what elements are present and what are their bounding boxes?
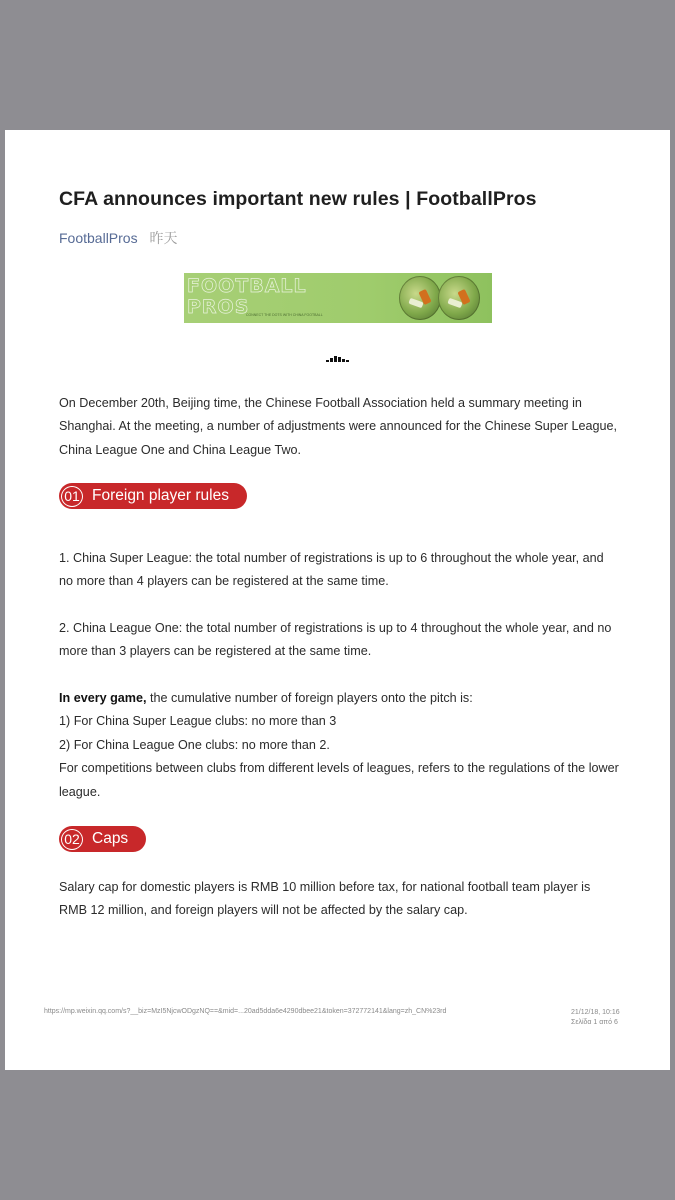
- game-rule-lead-rest: the cumulative number of foreign players onto the pitch is:: [146, 691, 473, 705]
- article-title: CFA announces important new rules | FootballPros: [59, 188, 537, 210]
- footer-datetime: 21/12/18, 10:16: [571, 1009, 620, 1016]
- game-rule-line: 1) For China Super League clubs: no more than 3: [59, 714, 337, 729]
- game-rule-line: For competitions between clubs from different levels of leagues, refers to the regulations of the lower league.: [59, 761, 619, 799]
- game-rule-lead: [59, 687, 619, 710]
- game-rule-line: 2) For China League One clubs: no more than 2.: [59, 737, 330, 752]
- footer-url: https://mp.weixin.qq.com/s?__biz=MzI5NjcwODgzNQ==&mid=...20ad5dda6e4290dbee21&token=372772141&lang=zh_CN%23rd: [44, 1008, 447, 1015]
- banner-ball-graphic: [438, 276, 480, 320]
- banner-tagline: CONNECT THE DOTS WITH CHINA FOOTBALL: [246, 313, 323, 317]
- section-label: Caps: [92, 830, 129, 847]
- rule-paragraph: 1. China Super League: the total number of registrations is up to 6 throughout the whole year, and no more than 4 players can be registered at the same time.: [59, 551, 604, 589]
- intro-paragraph: On December 20th, Beijing time, the Chinese Football Association held a summary meeting in Shanghai. At the meeting, a number of adjustments were announced for the Chinese Super League, China League One and China League Two.: [59, 396, 617, 457]
- game-rule-bold: In every game,: [59, 691, 147, 705]
- section-label: Foreign player rules: [92, 487, 229, 504]
- section-number: 01: [61, 486, 83, 507]
- rule-paragraph: 2. China League One: the total number of registrations is up to 4 throughout the whole year, and no more than 3 players can be registered at the same time.: [59, 621, 612, 659]
- publish-date: 昨天: [149, 230, 178, 246]
- footballpros-banner-image: [184, 273, 492, 323]
- section-number: 02: [61, 829, 83, 850]
- audio-loading-icon: [326, 354, 350, 362]
- section-header-caps: [59, 826, 146, 852]
- banner-ball-graphic: [399, 276, 441, 320]
- footer-page-label: Σελίδα 1 από 6: [571, 1018, 618, 1026]
- caps-paragraph: Salary cap for domestic players is RMB 10 million before tax, for national football team player is RMB 12 million, and foreign players will not be affected by the salary cap.: [59, 880, 591, 918]
- author-link[interactable]: FootballPros: [59, 230, 138, 246]
- section-header-foreign-player-rules: [59, 483, 247, 509]
- banner-logo: FOOTBALL PROS: [187, 275, 307, 318]
- pdf-page: [5, 130, 670, 1070]
- game-rule-block: [59, 687, 619, 804]
- footer-stamp: [571, 1008, 620, 1027]
- article-meta: [59, 228, 177, 248]
